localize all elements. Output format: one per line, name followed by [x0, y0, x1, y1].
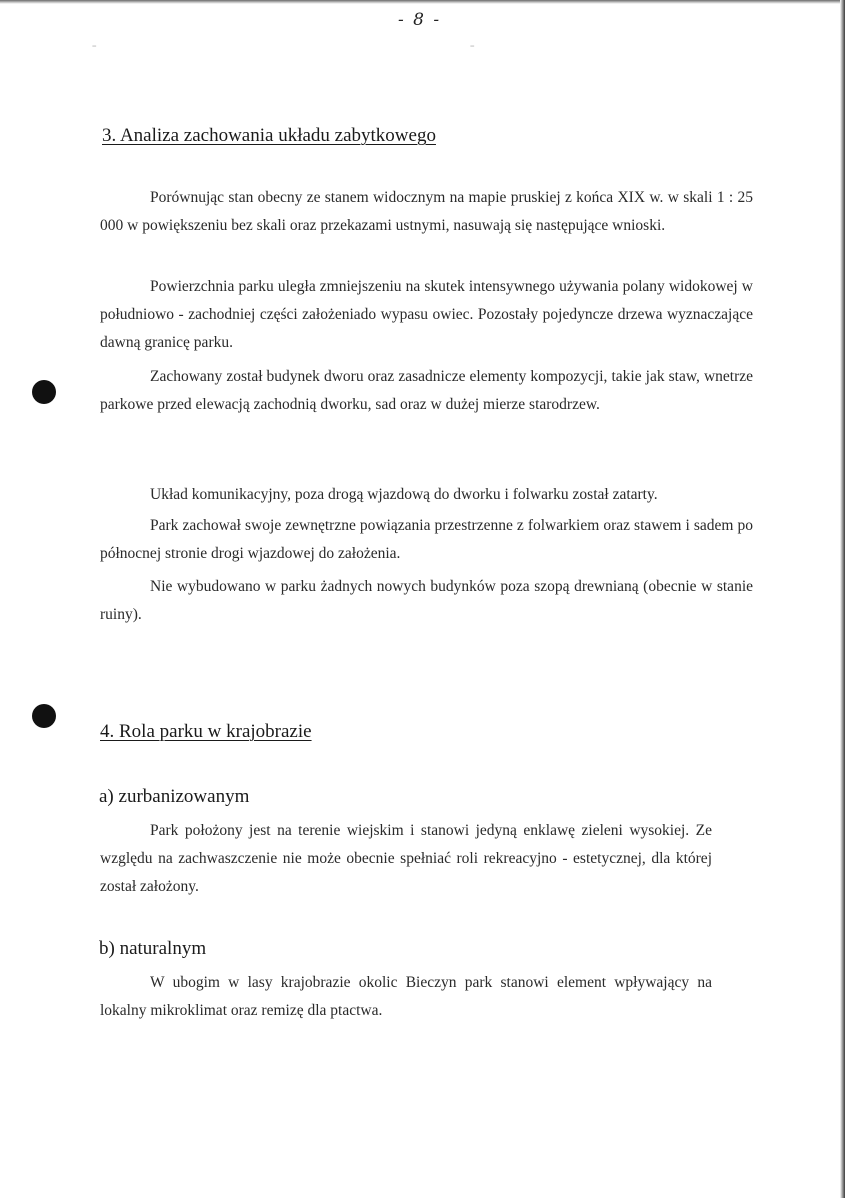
subsection-b-title: b) naturalnym — [99, 938, 207, 959]
section-3-paragraph-1: Porównując stan obecny ze stanem widocznym na mapie pruskiej z końca XIX w. w skali 1 : 25 000 w powiększeniu bez skali oraz przekazami ustnymi, nasuwają się następujące wnioski. — [100, 189, 753, 234]
section-3-paragraph-5: Park zachował swoje zewnętrzne powiązania przestrzenne z folwarkiem oraz stawem i sadem po północnej stronie drogi wjazdowej do założenia. — [100, 517, 753, 562]
scan-edge-top — [0, 0, 845, 4]
section-4-heading: 4. Rola parku w krajobrazie — [100, 721, 312, 742]
section-3-paragraph-3: Zachowany został budynek dworu oraz zasadnicze elementy kompozycji, takie jak staw, wnetrze parkowe przed elewacją zachodnią dworku, sad oraz w dużej mierze starodrzew. — [100, 368, 753, 413]
punch-hole-lower — [32, 704, 56, 728]
subsection-a-title: a) zurbanizowanym — [99, 786, 250, 807]
section-3-paragraph-2: Powierzchnia parku uległa zmniejszeniu na skutek intensywnego używania polany widokowej w południowo - zachodniej części założeniado wypasu owiec. Pozostały pojedyncze drzewa wyznaczające dawną granicę parku. — [100, 278, 753, 351]
scan-mark-right: = — [470, 42, 475, 51]
scan-mark-left: = — [92, 42, 97, 51]
section-3-paragraph-4: Układ komunikacyjny, poza drogą wjazdową do dworku i folwarku został zatarty. — [150, 486, 658, 503]
section-3-heading: 3. Analiza zachowania układu zabytkowego — [102, 125, 436, 146]
subsection-b-text: W ubogim w lasy krajobrazie okolic Bieczyn park stanowi element wpływający na lokalny mikroklimat oraz remizę dla ptactwa. — [100, 974, 712, 1019]
punch-hole-upper — [32, 380, 56, 404]
subsection-a-text: Park położony jest na terenie wiejskim i stanowi jedyną enklawę zieleni wysokiej. Ze względu na zachwaszczenie nie może obecnie spełniać roli rekreacyjno - estetycznej, dla której został założony. — [100, 822, 712, 895]
section-3-paragraph-6: Nie wybudowano w parku żadnych nowych budynków poza szopą drewnianą (obecnie w stanie ruiny). — [100, 578, 753, 623]
scan-edge-right — [840, 0, 845, 1198]
page-number: - 8 - — [398, 10, 442, 30]
